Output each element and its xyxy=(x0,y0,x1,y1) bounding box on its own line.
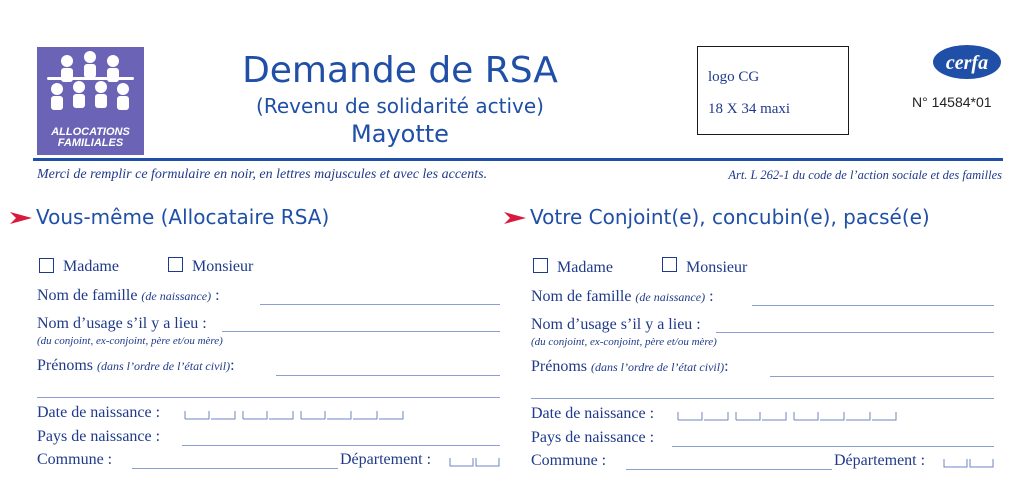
cg-box-line2: 18 X 34 maxi xyxy=(708,101,791,117)
conjoint-prenoms-hint: (dans l’ordre de l’état civil) xyxy=(591,360,725,374)
conjoint-pays-naissance-input[interactable] xyxy=(672,446,994,447)
region-title: Mayotte xyxy=(351,120,449,148)
section-arrow-icon xyxy=(10,212,32,224)
page-subtitle: (Revenu de solidarité active) xyxy=(256,94,544,118)
conjoint-prenoms-input-line2[interactable] xyxy=(531,398,994,399)
conjoint-date-naissance-label: Date de naissance : xyxy=(531,405,655,422)
nom-famille-input[interactable] xyxy=(260,304,500,305)
conjoint-commune-label: Commune : xyxy=(531,452,607,469)
nom-famille-colon: : xyxy=(215,287,220,304)
conjoint-departement-label: Département : xyxy=(834,452,926,469)
prenoms-text: Prénoms xyxy=(37,357,93,374)
nom-usage-label: Nom d’usage s’il y a lieu : xyxy=(37,315,207,332)
prenoms-input[interactable] xyxy=(276,375,500,376)
conjoint-nom-famille-hint: (de naissance) xyxy=(635,290,706,304)
conjoint-prenoms-colon: : xyxy=(724,358,729,375)
nom-famille-hint: (de naissance) xyxy=(141,289,212,303)
cerfa-badge-icon xyxy=(932,44,1002,80)
conjoint-nom-famille-label xyxy=(531,288,714,306)
instructions-note: Merci de remplir ce formulaire en noir, en lettres majuscules et avec les accents. xyxy=(37,167,488,182)
conjoint-prenoms-label xyxy=(531,358,729,376)
cg-logo-placeholder xyxy=(697,46,849,135)
conjoint-nom-famille-text: Nom de famille xyxy=(531,288,632,305)
conjoint-nom-usage-input[interactable] xyxy=(716,332,994,333)
caf-logo-line2: FAMILIALES xyxy=(57,137,124,149)
madame-checkbox[interactable] xyxy=(39,258,54,273)
conjoint-monsieur-checkbox[interactable] xyxy=(662,257,677,272)
cerfa-logo-text: cerfa xyxy=(945,52,989,74)
nom-usage-hint: (du conjoint, ex-conjoint, père et/ou mère) xyxy=(37,335,223,347)
section-title-conjoint: Votre Conjoint(e), concubin(e), pacsé(e) xyxy=(530,205,930,229)
header-divider xyxy=(33,158,1003,161)
monsieur-label: Monsieur xyxy=(192,258,254,275)
cerfa-logo xyxy=(932,44,1002,80)
section-title-allocataire: Vous-même (Allocataire RSA) xyxy=(36,205,330,229)
caf-logo-line1: ALLOCATIONS xyxy=(51,126,130,138)
conjoint-commune-input[interactable] xyxy=(626,469,832,470)
caf-logo xyxy=(37,47,144,155)
conjoint-prenoms-text: Prénoms xyxy=(531,358,587,375)
monsieur-checkbox[interactable] xyxy=(168,257,183,272)
prenoms-colon: : xyxy=(230,357,235,374)
section-arrow-icon xyxy=(504,212,526,224)
conjoint-departement-input[interactable] xyxy=(943,456,995,468)
conjoint-madame-label: Madame xyxy=(557,259,613,276)
conjoint-prenoms-input[interactable] xyxy=(770,376,994,377)
conjoint-madame-checkbox[interactable] xyxy=(533,258,548,273)
departement-input[interactable] xyxy=(449,455,501,467)
date-naissance-input[interactable] xyxy=(184,408,404,420)
commune-input[interactable] xyxy=(132,468,338,469)
nom-usage-input[interactable] xyxy=(222,331,500,332)
conjoint-monsieur-label: Monsieur xyxy=(686,259,748,276)
page-title: Demande de RSA xyxy=(242,50,558,91)
conjoint-nom-famille-colon: : xyxy=(709,288,714,305)
prenoms-input-line2[interactable] xyxy=(37,397,500,398)
conjoint-date-naissance-input[interactable] xyxy=(677,409,897,421)
pays-naissance-label: Pays de naissance : xyxy=(37,428,161,445)
conjoint-nom-usage-hint: (du conjoint, ex-conjoint, père et/ou mère) xyxy=(531,336,717,348)
departement-label: Département : xyxy=(340,451,432,468)
date-naissance-label: Date de naissance : xyxy=(37,404,161,421)
prenoms-label xyxy=(37,357,235,375)
nom-famille-text: Nom de famille xyxy=(37,287,138,304)
cerfa-number: N° 14584*01 xyxy=(912,94,992,110)
article-reference: Art. L 262-1 du code de l’action sociale et des familles xyxy=(728,168,1002,182)
nom-famille-label xyxy=(37,287,220,305)
prenoms-hint: (dans l’ordre de l’état civil) xyxy=(97,359,231,373)
cg-box-line1: logo CG xyxy=(708,69,760,85)
conjoint-nom-famille-input[interactable] xyxy=(752,305,994,306)
madame-label: Madame xyxy=(63,258,119,275)
conjoint-pays-naissance-label: Pays de naissance : xyxy=(531,429,655,446)
conjoint-nom-usage-label: Nom d’usage s’il y a lieu : xyxy=(531,316,701,333)
pays-naissance-input[interactable] xyxy=(182,445,500,446)
commune-label: Commune : xyxy=(37,451,113,468)
family-figures-icon xyxy=(37,47,144,127)
